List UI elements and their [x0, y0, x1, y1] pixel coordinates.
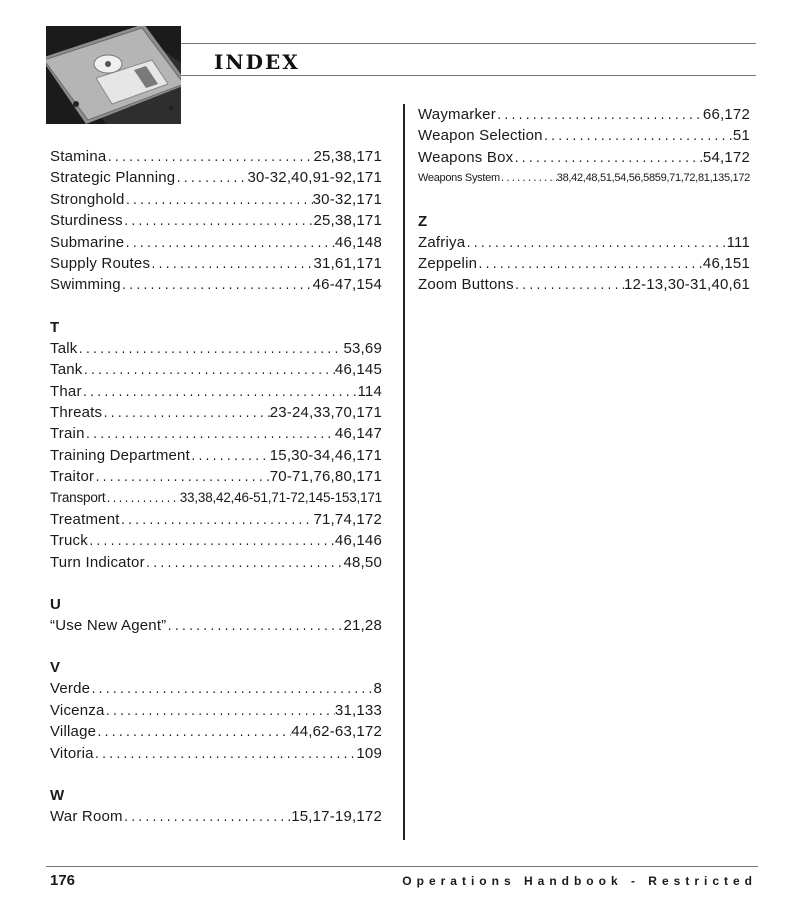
header-rule-bottom	[181, 75, 756, 76]
dot-leader	[121, 277, 313, 298]
index-pages: 30-32,40,91-92,171	[247, 169, 382, 187]
index-term: Swimming	[50, 276, 121, 294]
dot-leader	[514, 277, 624, 298]
index-entry	[50, 338, 382, 359]
index-entry	[50, 210, 382, 231]
index-pages: 8	[373, 680, 382, 698]
index-entry	[50, 700, 382, 721]
index-entry	[50, 806, 382, 827]
dot-leader	[465, 235, 726, 256]
index-term: War Room	[50, 807, 123, 825]
index-entry	[50, 678, 382, 699]
dot-leader	[190, 448, 270, 469]
index-term: Village	[50, 723, 97, 741]
index-entry	[418, 147, 750, 168]
index-group	[50, 785, 382, 827]
dot-leader	[96, 724, 291, 745]
floppy-disk-icon	[46, 26, 181, 124]
dot-leader	[94, 746, 357, 767]
index-group	[418, 104, 750, 190]
dot-leader	[150, 256, 313, 277]
index-pages: 15,30-34,46,171	[269, 446, 382, 464]
index-pages: 38,42,48,51,54,56,5859,71,72,81,135,172	[556, 172, 750, 185]
index-term: Weapons System	[418, 172, 500, 185]
index-pages: 53,69	[343, 339, 382, 357]
index-pages: 21,28	[343, 617, 382, 635]
index-term: Weapons Box	[418, 148, 514, 166]
index-pages: 51	[732, 127, 750, 145]
index-term: Treatment	[50, 510, 120, 528]
index-group	[418, 211, 750, 296]
header-graphic	[46, 26, 181, 124]
index-group	[50, 594, 382, 636]
index-group	[50, 146, 382, 296]
index-pages: 44,62-63,172	[291, 723, 382, 741]
index-entry	[418, 104, 750, 125]
index-pages: 23-24,33,70,171	[269, 403, 382, 421]
index-pages: 25,38,171	[313, 148, 382, 165]
dot-leader	[77, 341, 343, 362]
index-term: Zoom Buttons	[418, 276, 514, 294]
index-term: Submarine	[50, 233, 125, 251]
index-term: Sturdiness	[50, 212, 123, 230]
index-entry	[418, 253, 750, 274]
index-term: Strategic Planning	[50, 169, 176, 187]
index-entry	[50, 509, 382, 530]
index-entry	[50, 359, 382, 380]
index-letter-heading: Z	[418, 212, 428, 230]
index-pages: 66,172	[702, 106, 750, 123]
group-spacer	[50, 296, 382, 317]
index-term: Train	[50, 425, 85, 443]
index-term: Waymarker	[418, 106, 496, 123]
index-entry	[50, 146, 382, 167]
index-letter-heading: U	[50, 596, 61, 614]
index-entry	[50, 167, 382, 188]
group-spacer	[418, 190, 750, 211]
header-rule-top	[181, 43, 756, 44]
index-term: Thar	[50, 382, 82, 400]
index-pages: 31,133	[334, 701, 382, 719]
group-spacer	[50, 636, 382, 657]
index-pages: 111	[726, 233, 750, 251]
index-pages: 109	[356, 744, 382, 762]
index-entry	[50, 552, 382, 573]
footer-rule	[46, 866, 758, 867]
index-term: Tank	[50, 361, 83, 379]
group-spacer	[50, 764, 382, 785]
index-pages: 30-32,171	[312, 190, 382, 208]
index-entry	[50, 615, 382, 636]
index-term: Vitoria	[50, 744, 94, 762]
index-pages: 25,38,171	[313, 212, 382, 230]
index-entry	[50, 274, 382, 295]
index-term: Threats	[50, 403, 103, 421]
index-term: Stronghold	[50, 190, 125, 208]
index-term: Supply Routes	[50, 254, 151, 272]
dot-leader	[500, 169, 557, 190]
dot-leader	[83, 362, 335, 383]
index-pages: 46-47,154	[312, 276, 382, 294]
index-pages: 71,74,172	[313, 510, 382, 528]
index-pages: 70-71,76,80,171	[269, 468, 382, 486]
index-pages: 31,61,171	[313, 254, 382, 272]
index-term: “Use New Agent”	[50, 617, 167, 635]
index-pages: 46,151	[702, 254, 750, 272]
index-term: Turn Indicator	[50, 553, 145, 571]
index-pages: 46,146	[334, 532, 382, 550]
page-title: INDEX	[214, 50, 300, 74]
index-entry	[50, 232, 382, 253]
index-pages: 46,148	[334, 233, 382, 251]
index-entry	[50, 445, 382, 466]
index-entry	[50, 743, 382, 764]
index-term: Stamina	[50, 148, 107, 165]
index-group	[50, 317, 382, 573]
index-term: Zeppelin	[418, 254, 478, 272]
index-letter-heading: V	[50, 659, 61, 677]
index-entry	[418, 232, 750, 253]
index-entry	[50, 530, 382, 551]
index-term: Vicenza	[50, 701, 105, 719]
index-entry	[418, 125, 750, 146]
index-pages: 48,50	[343, 553, 382, 571]
index-pages: 15,17-19,172	[291, 807, 382, 825]
index-entry	[50, 253, 382, 274]
dot-leader	[123, 809, 291, 830]
index-entry	[50, 381, 382, 402]
index-term: Weapon Selection	[418, 127, 543, 145]
index-term: Transport	[50, 490, 106, 506]
index-pages: 46,147	[334, 425, 382, 443]
footer-title: Operations Handbook - Restricted	[402, 874, 757, 888]
index-entry	[50, 402, 382, 423]
index-column-right	[418, 104, 750, 296]
dot-leader	[90, 681, 373, 702]
page-number: 176	[50, 872, 76, 889]
index-entry	[418, 274, 750, 295]
index-term: Zafriya	[418, 233, 466, 251]
dot-leader	[145, 555, 344, 576]
index-pages: 33,38,42,46-51,71-72,145-153,171	[179, 490, 382, 506]
index-term: Talk	[50, 339, 78, 357]
dot-leader	[125, 192, 313, 213]
index-entry	[50, 423, 382, 444]
index-pages: 12-13,30-31,40,61	[623, 276, 750, 294]
index-letter-heading: T	[50, 318, 60, 336]
index-group	[50, 657, 382, 764]
index-term: Truck	[50, 532, 88, 550]
index-entry	[50, 466, 382, 487]
dot-leader	[102, 405, 269, 426]
index-entry	[50, 721, 382, 742]
dot-leader	[120, 512, 314, 533]
index-entry	[50, 487, 382, 508]
index-pages: 114	[357, 382, 382, 400]
dot-leader	[124, 235, 335, 256]
index-term: Training Department	[50, 446, 190, 464]
index-entry	[418, 168, 750, 189]
index-term: Traitor	[50, 468, 95, 486]
index-entry	[50, 189, 382, 210]
index-letter-heading: W	[50, 786, 65, 804]
index-pages: 54,172	[702, 148, 750, 166]
column-divider	[403, 104, 405, 840]
dot-leader	[166, 618, 343, 639]
index-column-left	[50, 146, 382, 827]
dot-leader	[175, 170, 247, 191]
group-spacer	[50, 573, 382, 594]
index-term: Verde	[50, 680, 91, 698]
index-pages: 46,145	[334, 361, 382, 379]
dot-leader	[123, 213, 314, 234]
